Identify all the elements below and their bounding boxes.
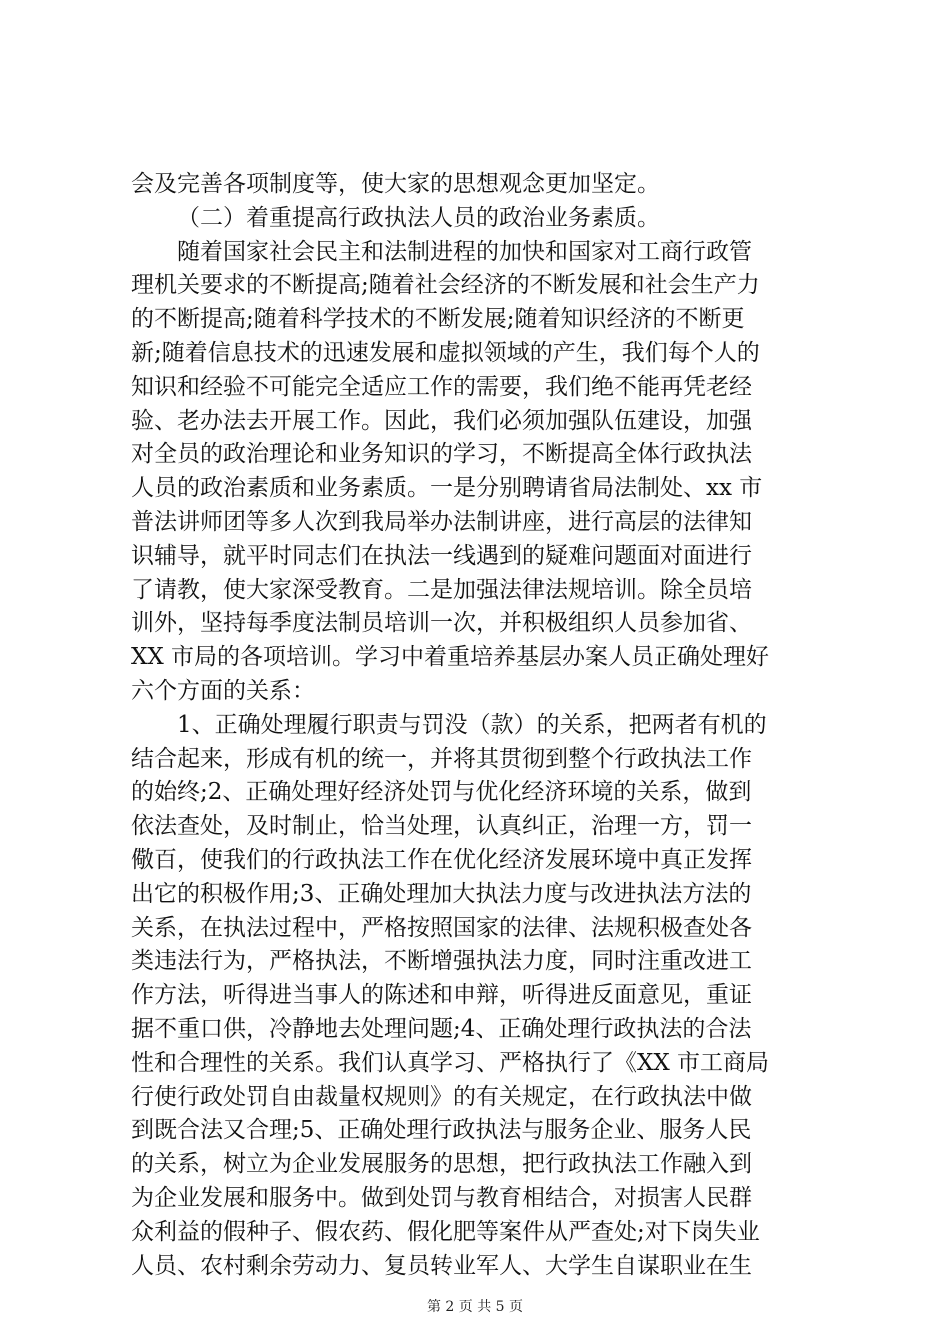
text-line: 对全员的政治理论和业务知识的学习，不断提高全体行政执法 <box>131 441 752 468</box>
text-line: 依法查处，及时制止，恰当处理，认真纠正，治理一方，罚一 <box>131 813 752 840</box>
text-line: 为企业发展和服务中。做到处罚与教育相结合，对损害人民群 <box>131 1184 752 1211</box>
text-line: 了请教，使大家深受教育。二是加强法律法规培训。除全员培 <box>131 576 752 603</box>
text-line: XX 市局的各项培训。学习中着重培养基层办案人员正确处理好 <box>131 644 770 671</box>
text-line: 训外，坚持每季度法制员培训一次，并积极组织人员参加省、 <box>131 610 752 637</box>
text-line: 儆百，使我们的行政执法工作在优化经济发展环境中真正发挥 <box>131 846 752 873</box>
text-line: 性和合理性的关系。我们认真学习、严格执行了《XX 市工商局 <box>131 1049 770 1076</box>
text-line: 识辅导，就平时同志们在执法一线遇到的疑难问题面对面进行 <box>131 542 752 569</box>
text-line: 六个方面的关系： <box>131 677 315 704</box>
text-line: 类违法行为，严格执法，不断增强执法力度，同时注重改进工 <box>131 948 752 975</box>
text-line: 新;随着信息技术的迅速发展和虚拟领域的产生，我们每个人的 <box>131 339 760 366</box>
text-line: 会及完善各项制度等，使大家的思想观念更加坚定。 <box>131 171 660 197</box>
text-line: 知识和经验不可能完全适应工作的需要，我们绝不能再凭老经 <box>131 373 752 400</box>
text-line: （二）着重提高行政执法人员的政治业务素质。 <box>177 204 660 231</box>
text-line: 随着国家社会民主和法制进程的加快和国家对工商行政管 <box>177 238 752 265</box>
text-line: 作方法，听得进当事人的陈述和申辩，听得进反面意见，重证 <box>131 982 752 1009</box>
text-line: 关系，在执法过程中，严格按照国家的法律、法规积极查处各 <box>131 914 752 941</box>
text-line: 出它的积极作用;3、正确处理加大执法力度与改进执法方法的 <box>131 880 752 907</box>
text-line: 人员、农村剩余劳动力、复员转业军人、大学生自谋职业在生 <box>131 1252 752 1279</box>
text-line: 结合起来，形成有机的统一，并将其贯彻到整个行政执法工作 <box>131 745 752 772</box>
text-line: 的不断提高;随着科学技术的不断发展;随着知识经济的不断更 <box>131 306 745 333</box>
page-footer: 第 2 页 共 5 页 <box>426 1299 524 1315</box>
text-line: 验、老办法去开展工作。因此，我们必须加强队伍建设，加强 <box>131 407 752 434</box>
text-line: 到既合法又合理;5、正确处理行政执法与服务企业、服务人民 <box>131 1117 752 1144</box>
text-line: 普法讲师团等多人次到我局举办法制讲座，进行高层的法律知 <box>131 508 752 535</box>
body-text <box>131 168 831 1283</box>
text-line: 众利益的假种子、假农药、假化肥等案件从严查处;对下岗失业 <box>131 1218 760 1245</box>
text-line: 人员的政治素质和业务素质。一是分别聘请省局法制处、xx 市 <box>131 475 763 502</box>
text-line: 的关系，树立为企业发展服务的思想，把行政执法工作融入到 <box>131 1151 752 1178</box>
text-line: 理机关要求的不断提高;随着社会经济的不断发展和社会生产力 <box>131 272 760 299</box>
text-line: 行使行政处罚自由裁量权规则》的有关规定，在行政执法中做 <box>131 1083 752 1110</box>
text-line: 的始终;2、正确处理好经济处罚与优化经济环境的关系，做到 <box>131 779 752 806</box>
text-line: 据不重口供，冷静地去处理问题;4、正确处理行政执法的合法 <box>131 1015 752 1042</box>
text-line: 1、正确处理履行职责与罚没（款）的关系，把两者有机的 <box>177 711 767 738</box>
